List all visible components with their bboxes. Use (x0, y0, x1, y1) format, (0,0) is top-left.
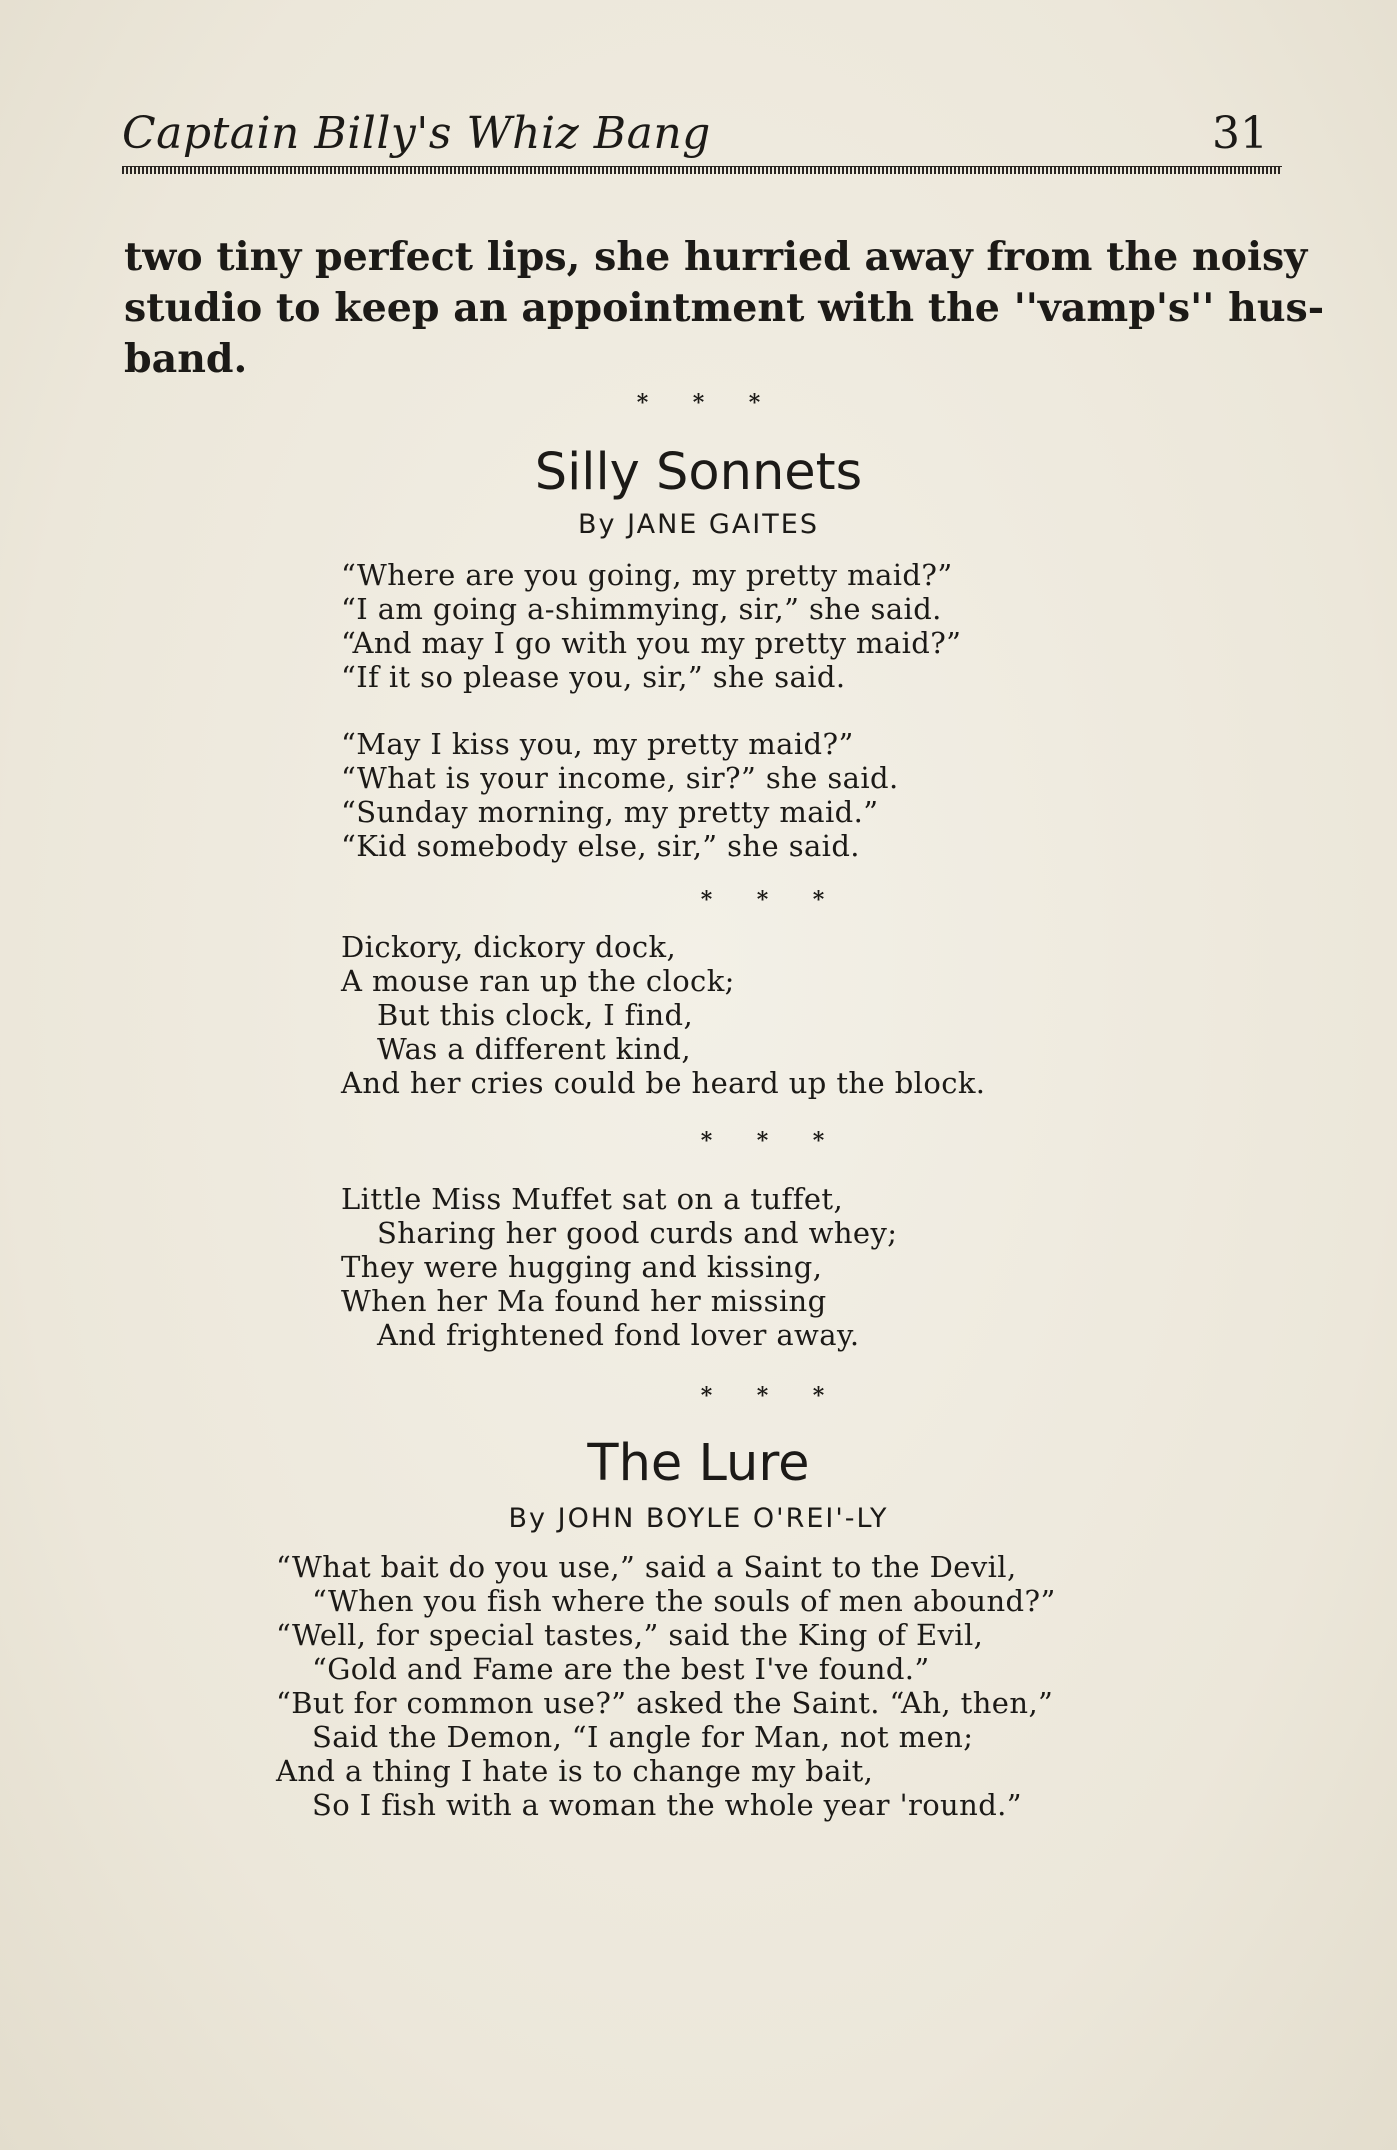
lure-title: The Lure (587, 1434, 810, 1493)
poem-line: “But for common use?” asked the Saint. “Ah, then,” (276, 1686, 1054, 1720)
poem-line: Dickory, dickory dock, (341, 930, 677, 964)
section-separator: * * * (636, 390, 761, 416)
sonnets-byline: By JANE GAITES (578, 509, 819, 540)
intro-paragraph (124, 232, 1325, 385)
poem-line: “I am going a-shimmying, sir,” she said. (341, 592, 942, 626)
poem-line: Little Miss Muffet sat on a tuffet, (341, 1182, 844, 1216)
poem-line: “And may I go with you my pretty maid?” (341, 626, 962, 660)
poem-line: “When you fish where the souls of men abound?” (312, 1584, 1056, 1618)
running-header (122, 108, 1282, 168)
intro-line: studio to keep an appointment with the ''vamp's'' hus- (124, 285, 1325, 331)
intro-line: band. (124, 336, 248, 382)
poem-line: “What is your income, sir?” she said. (341, 761, 899, 795)
poem-line: Said the Demon, “I angle for Man, not men; (312, 1720, 974, 1754)
magazine-title: Captain Billy's Whiz Bang (122, 108, 711, 159)
section-separator: * * * (700, 1128, 825, 1154)
sonnets-stanza-3 (341, 930, 985, 1100)
sonnets-stanza-2 (341, 727, 899, 863)
poem-line: “If it so please you, sir,” she said. (341, 660, 846, 694)
poem-line: When her Ma found her missing (341, 1284, 827, 1318)
poem-line: Sharing her good curds and whey; (377, 1216, 898, 1250)
poem-line: “Where are you going, my pretty maid?” (341, 558, 953, 592)
sonnets-stanza-4 (341, 1182, 897, 1352)
poem-line: “What bait do you use,” said a Saint to the Devil, (276, 1550, 1017, 1584)
poem-line: A mouse ran up the clock; (341, 964, 735, 998)
poem-line: “Sunday morning, my pretty maid.” (341, 795, 879, 829)
sonnets-stanza-1 (341, 558, 961, 694)
poem-line: And her cries could be heard up the block. (341, 1066, 986, 1100)
header-rule (122, 166, 1282, 174)
sonnets-title: Silly Sonnets (534, 443, 863, 502)
lure-poem (276, 1550, 1056, 1822)
poem-line: And a thing I hate is to change my bait, (276, 1754, 874, 1788)
poem-line: “Kid somebody else, sir,” she said. (341, 829, 860, 863)
poem-line: “Gold and Fame are the best I've found.” (312, 1652, 930, 1686)
section-separator: * * * (700, 1383, 825, 1409)
poem-line: “Well, for special tastes,” said the King of Evil, (276, 1618, 984, 1652)
poem-line: Was a different kind, (377, 1032, 691, 1066)
poem-line: They were hugging and kissing, (341, 1250, 823, 1284)
page-number: 31 (1212, 108, 1268, 159)
intro-line: two tiny perfect lips, she hurried away from the noisy (124, 234, 1308, 280)
section-separator: * * * (700, 887, 825, 913)
poem-line: And frightened fond lover away. (377, 1318, 860, 1352)
lure-byline: By JOHN BOYLE O'REI'-LY (508, 1503, 889, 1534)
poem-line: But this clock, I find, (377, 998, 694, 1032)
poem-line: So I fish with a woman the whole year 'round.” (312, 1788, 1023, 1822)
poem-line: “May I kiss you, my pretty maid?” (341, 727, 854, 761)
